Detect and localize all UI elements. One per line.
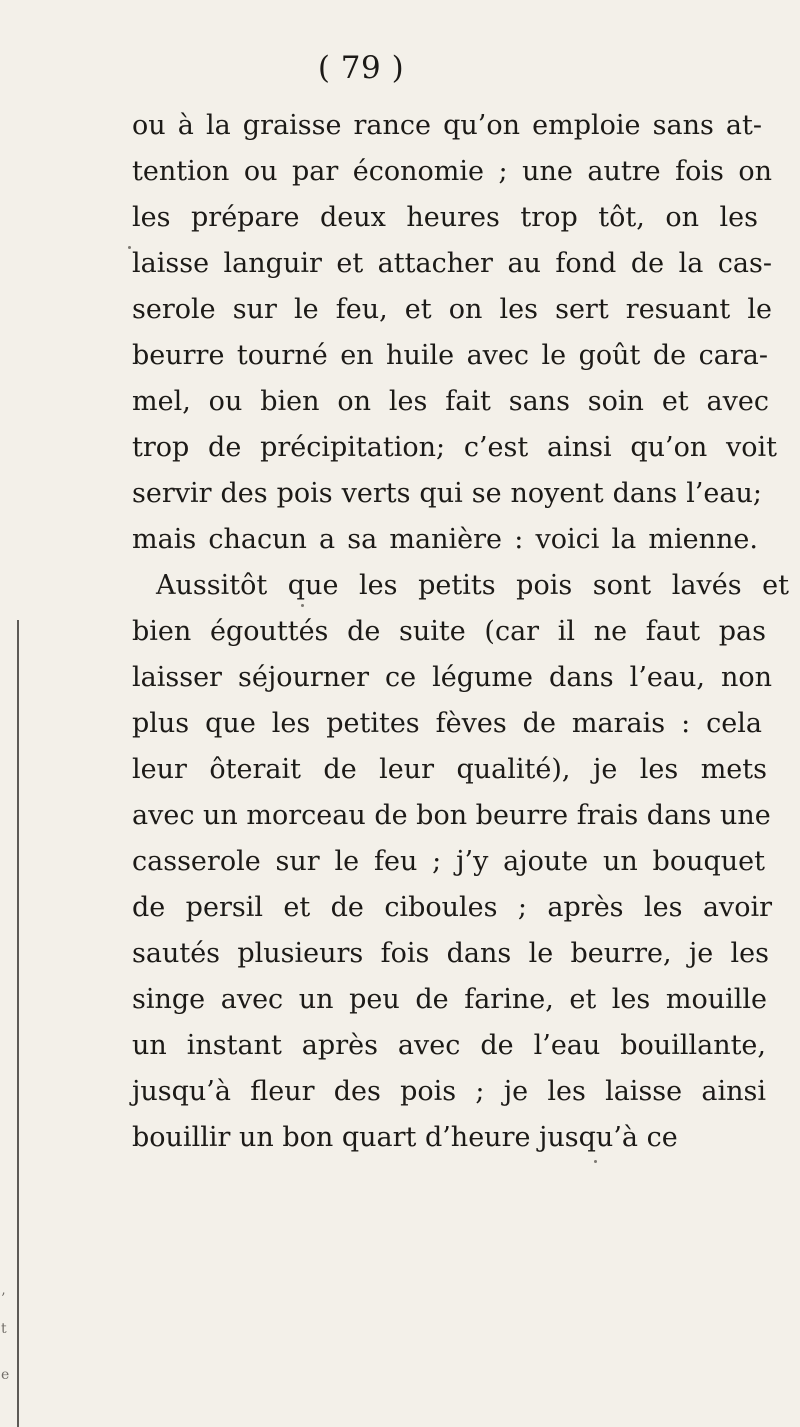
text-line-10: mais chacun a sa manière : voici la mienne.: [132, 524, 758, 555]
text-line-13: laisser séjourner ce légume dans l’eau, non: [132, 662, 772, 693]
text-line-16: avec un morceau de bon beurre frais dans une: [132, 800, 771, 831]
text-line-9: servir des pois verts qui se noyent dans l’eau;: [132, 478, 762, 509]
body-text: [132, 103, 789, 1161]
text-line-11: Aussitôt que les petits pois sont lavés et: [156, 570, 789, 601]
page-edge-line: [17, 620, 19, 1427]
ink-spot: [594, 1160, 597, 1163]
text-line-15: leur ôterait de leur qualité), je les mets: [132, 754, 767, 785]
ink-spot: [128, 246, 131, 249]
margin-mark-3: e: [1, 1367, 10, 1383]
text-line-20: singe avec un peu de farine, et les mouille: [132, 984, 767, 1015]
text-line-22: jusqu’à fleur des pois ; je les laisse ainsi: [132, 1076, 766, 1107]
margin-mark-2: t: [1, 1321, 7, 1337]
text-line-5: serole sur le feu, et on les sert resuant le: [132, 294, 772, 325]
text-line-21: un instant après avec de l’eau bouillante,: [132, 1030, 766, 1061]
page-number: ( 79 ): [317, 50, 405, 86]
text-line-19: sautés plusieurs fois dans le beurre, je les: [132, 938, 769, 969]
text-line-7: mel, ou bien on les fait sans soin et avec: [132, 386, 769, 417]
text-line-18: de persil et de ciboules ; après les avoir: [132, 892, 772, 923]
text-line-3: les prépare deux heures trop tôt, on les: [132, 202, 758, 233]
text-line-23: bouillir un bon quart d’heure jusqu’à ce: [132, 1122, 678, 1153]
margin-mark-1: ’: [1, 1291, 6, 1307]
text-line-6: beurre tourné en huile avec le goût de cara-: [132, 340, 768, 371]
text-line-2: tention ou par économie ; une autre fois on: [132, 156, 772, 187]
text-line-12: bien égouttés de suite (car il ne faut pas: [132, 616, 766, 647]
text-line-4: laisse languir et attacher au fond de la cas-: [132, 248, 772, 279]
text-line-1: ou à la graisse rance qu’on emploie sans at-: [132, 110, 762, 141]
text-line-8: trop de précipitation; c’est ainsi qu’on voit: [132, 432, 777, 463]
text-line-17: casserole sur le feu ; j’y ajoute un bouquet: [132, 846, 765, 877]
ink-spot: [301, 604, 304, 607]
text-line-14: plus que les petites fèves de marais : cela: [132, 708, 762, 739]
